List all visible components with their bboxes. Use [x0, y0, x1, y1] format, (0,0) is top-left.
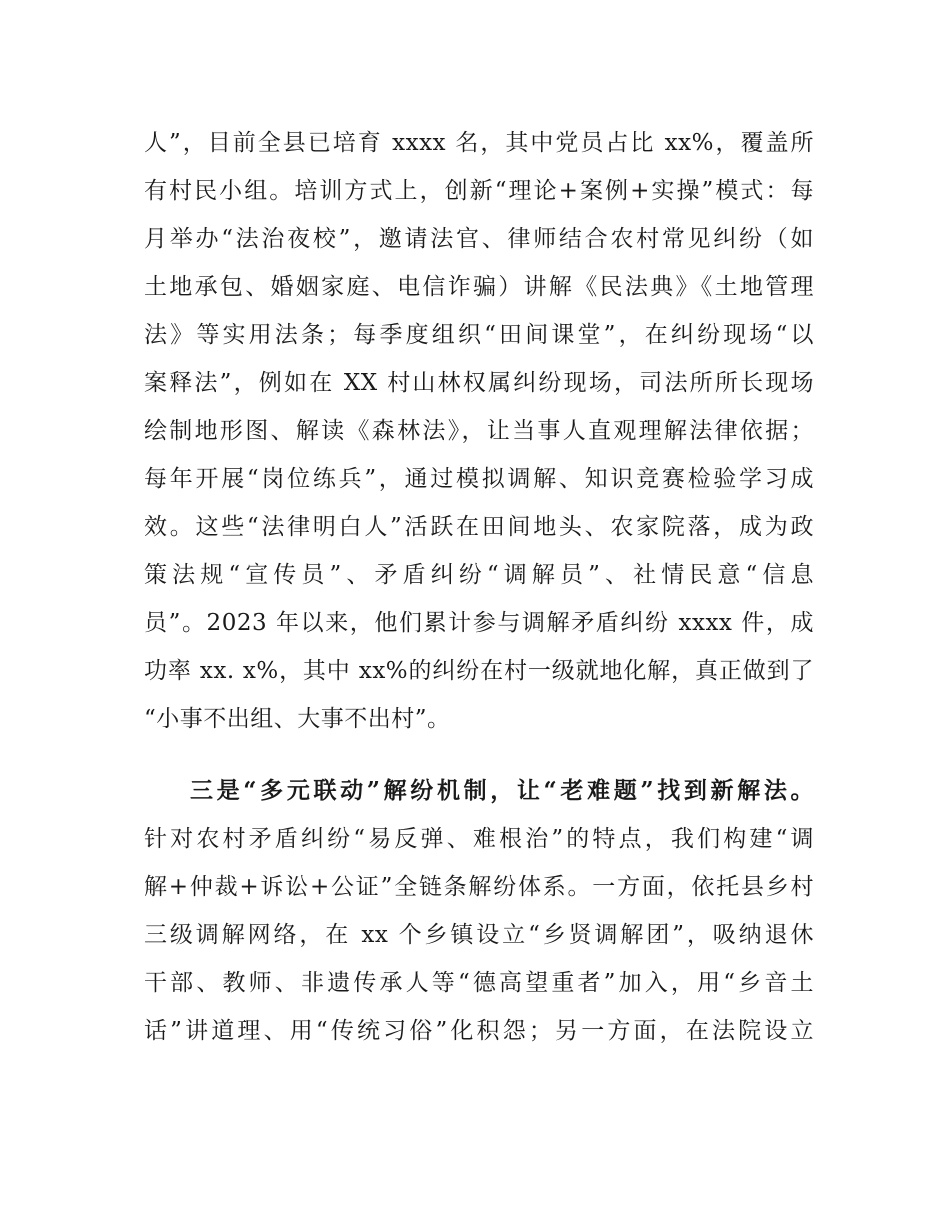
paragraph-line: “小事不出组、大事不出村”。	[144, 706, 451, 732]
paragraph-line: 员”。2023 年以来，他们累计参与调解矛盾纠纷 xxxx 件，成	[144, 610, 814, 636]
paragraph-line: 人”，目前全县已培育 xxxx 名，其中党员占比 xx%，覆盖所	[144, 130, 814, 156]
paragraph-line: 策法规“宣传员”、矛盾纠纷“调解员”、社情民意“信息	[144, 562, 814, 588]
paragraph-line: 针对农村矛盾纠纷“易反弹、难根治”的特点，我们构建“调	[144, 826, 814, 852]
paragraph-line: 三级调解网络，在 xx 个乡镇设立“乡贤调解团”，吸纳退休	[144, 922, 814, 948]
paragraph-line: 话”讲道理、用“传统习俗”化积怨；另一方面，在法院设立	[144, 1018, 814, 1044]
paragraph-line: 法》等实用法条；每季度组织“田间课堂”，在纠纷现场“以	[144, 322, 814, 348]
paragraph-line: 功率 xx. x%，其中 xx%的纠纷在村一级就地化解，真正做到了	[144, 658, 814, 684]
paragraph-line: 解+仲裁+诉讼+公证”全链条解纷体系。一方面，依托县乡村	[144, 874, 814, 900]
paragraph-line: 每年开展“岗位练兵”，通过模拟调解、知识竞赛检验学习成	[144, 466, 814, 492]
paragraph-line: 月举办“法治夜校”，邀请法官、律师结合农村常见纠纷（如	[144, 226, 814, 252]
paragraph-line: 效。这些“法律明白人”活跃在田间地头、农家院落，成为政	[144, 514, 814, 540]
section-heading: 三是“多元联动”解纷机制，让“老难题”找到新解法。	[190, 777, 814, 804]
paragraph-line: 土地承包、婚姻家庭、电信诈骗）讲解《民法典》《土地管理	[144, 274, 814, 300]
paragraph-line: 绘制地形图、解读《森林法》，让当事人直观理解法律依据；	[144, 418, 814, 444]
paragraph-line: 干部、教师、非遗传承人等“德高望重者”加入，用“乡音土	[144, 970, 814, 996]
paragraph-line: 案释法”，例如在 XX 村山林权属纠纷现场，司法所所长现场	[144, 370, 814, 396]
paragraph-line: 有村民小组。培训方式上，创新“理论+案例+实操”模式：每	[144, 178, 814, 204]
